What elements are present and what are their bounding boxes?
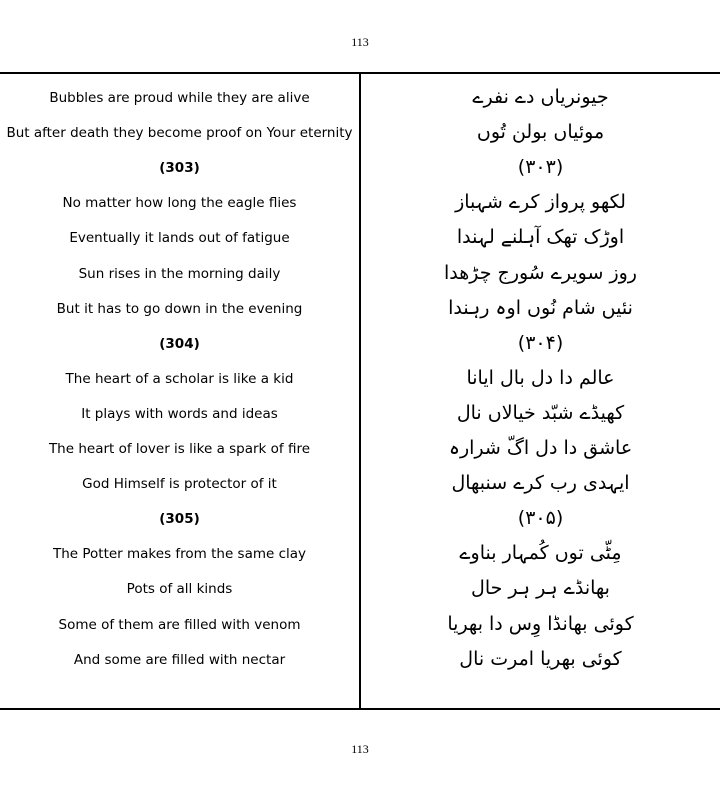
english-line: But it has to go down in the evening xyxy=(56,300,303,317)
urdu-line: لکھو پرواز کرے شہباز xyxy=(455,191,626,214)
urdu-line: کوئی بھریا امرت نال xyxy=(459,647,622,670)
urdu-line: نئیں شام نُوں اوہ رہندا xyxy=(448,296,633,319)
english-line: The heart of lover is like a spark of fire xyxy=(48,441,311,457)
urdu-line: اوڑک تھک آہلنے لہندا xyxy=(456,226,625,249)
english-line: And some are filled with nectar xyxy=(73,651,286,668)
urdu-line: مِٹّی توں کُمہار بناوے xyxy=(459,542,622,565)
urdu-line: جیونریاں دے نفرے xyxy=(472,86,609,108)
english-line: Sun rises in the morning daily xyxy=(78,265,281,282)
english-line: Pots of all kinds xyxy=(126,581,233,598)
urdu-line: کوئی بھانڈا وِس دا بھریا xyxy=(447,612,634,635)
english-line: But after death they become proof on Your eternity xyxy=(6,125,353,142)
english-line: The Potter makes from the same clay xyxy=(52,546,307,563)
urdu-verse-number: (۳۰۴) xyxy=(517,331,564,354)
verse-number-label: (303) xyxy=(159,160,200,177)
urdu-line: موئیاں بولن تُوں xyxy=(476,121,605,144)
urdu-line: عالم دا دل بال ایانا xyxy=(466,366,615,389)
verse-number-label: (304) xyxy=(159,335,200,352)
urdu-line: ایہدی رب کرے سنبھال xyxy=(451,472,630,495)
urdu-verse-number: (۳۰۳) xyxy=(517,156,564,179)
urdu-line: عاشق دا دل اگّ شرارہ xyxy=(448,437,633,459)
english-line: No matter how long the eagle flies xyxy=(62,195,297,212)
page-number-top: 113 xyxy=(351,35,369,49)
english-line: Bubbles are proud while they are alive xyxy=(49,90,310,106)
english-line: Eventually it lands out of fatigue xyxy=(69,230,290,247)
verse-number-label: (305) xyxy=(159,511,200,528)
urdu-line: بھانڈے ہر ہر حال xyxy=(471,577,610,600)
urdu-line: روز سویرے سُورج چڑھدا xyxy=(444,261,637,284)
english-line: God Himself is protector of it xyxy=(82,476,277,493)
english-line: The heart of a scholar is like a kid xyxy=(65,370,294,387)
verse-table xyxy=(0,72,720,710)
page-number-bottom: 113 xyxy=(351,742,369,756)
urdu-verse-number: (۳۰۵) xyxy=(517,507,564,530)
english-line: Some of them are filled with venom xyxy=(58,616,301,633)
english-line: It plays with words and ideas xyxy=(81,405,278,422)
urdu-line: کھیڈے شبّد خیالاں نال xyxy=(456,401,625,424)
